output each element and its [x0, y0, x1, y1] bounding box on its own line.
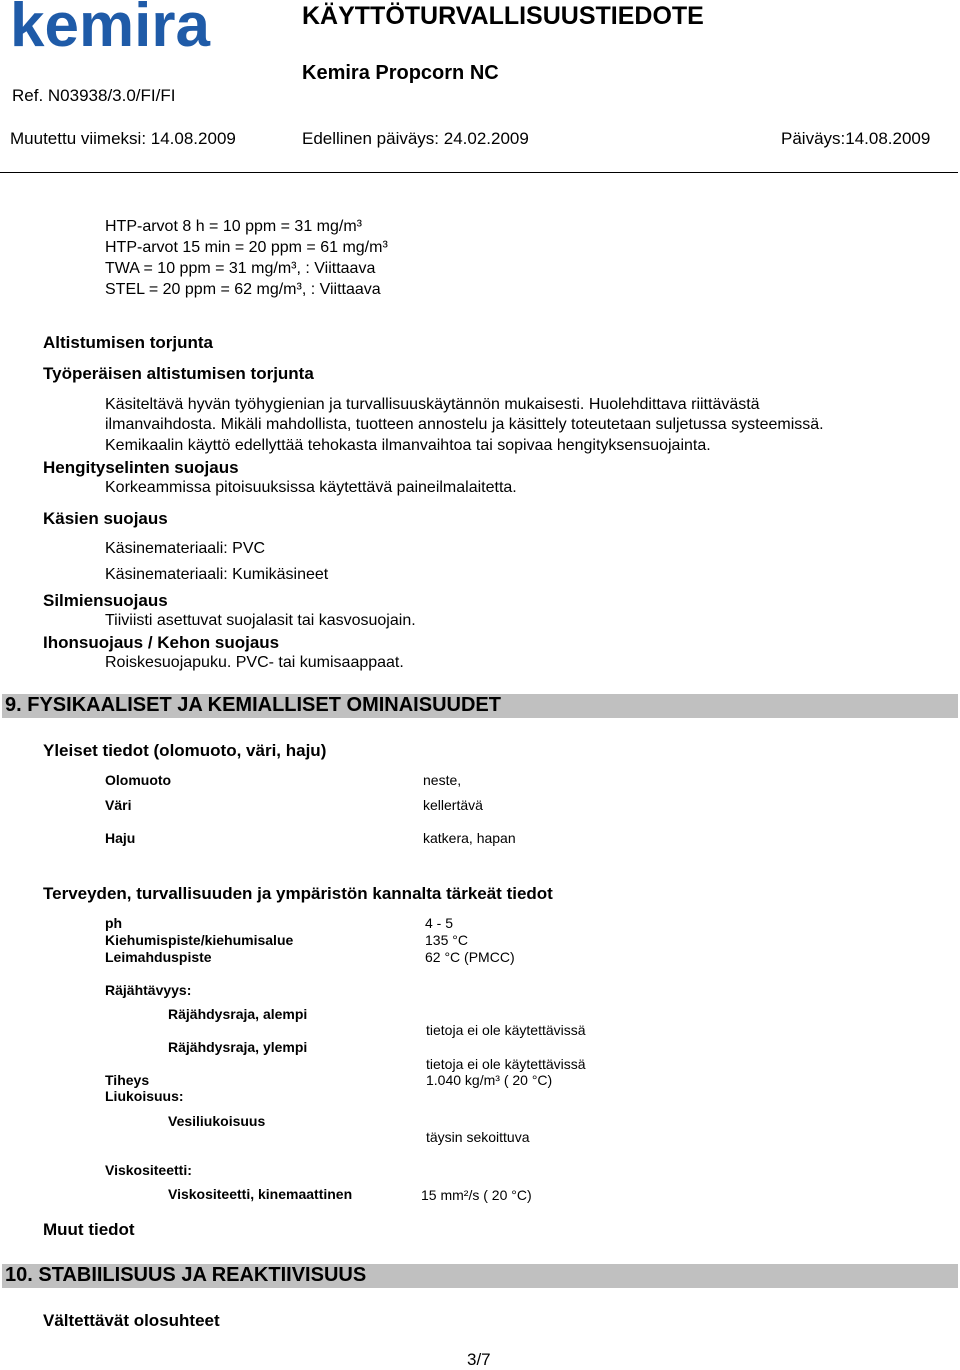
limit-line: HTP-arvot 15 min = 20 ppm = 61 mg/m³	[105, 239, 388, 256]
previous-date: Edellinen päiväys: 24.02.2009	[302, 129, 529, 148]
upper-limit-value: tietoja ei ole käytettävissä	[426, 1056, 586, 1072]
explosivity-label: Räjähtävyys:	[105, 982, 192, 998]
hand-heading: Käsien suojaus	[43, 509, 168, 528]
property-label: Haju	[105, 830, 136, 846]
flash-point-value: 62 °C (PMCC)	[425, 949, 515, 965]
density-value: 1.040 kg/m³ ( 20 °C)	[426, 1072, 553, 1088]
water-solubility-value: täysin sekoittuva	[426, 1129, 530, 1145]
limit-line: HTP-arvot 8 h = 10 ppm = 31 mg/m³	[105, 218, 362, 235]
property-value: katkera, hapan	[423, 830, 516, 846]
reference-number: Ref. N03938/3.0/FI/FI	[12, 86, 176, 105]
ph-label: ph	[105, 915, 123, 931]
density-label: Tiheys	[105, 1072, 150, 1088]
property-label: Väri	[105, 797, 132, 813]
section-10-bar	[2, 1264, 958, 1288]
general-info-heading: Yleiset tiedot (olomuoto, väri, haju)	[43, 741, 327, 760]
ph-value: 4 - 5	[425, 915, 454, 931]
document-title: KÄYTTÖTURVALLISUUSTIEDOTE	[302, 2, 704, 30]
boiling-label: Kiehumispiste/kiehumisalue	[105, 932, 294, 948]
eye-text: Tiiviisti asettuvat suojalasit tai kasvosuojain.	[105, 612, 416, 629]
current-date: Päiväys:14.08.2009	[781, 129, 931, 148]
section-10-title: 10. STABIILISUUS JA REAKTIIVISUUS	[5, 1264, 367, 1286]
viscosity-label: Viskositeetti:	[105, 1162, 192, 1178]
occupational-text-line: Kemikaalin käyttö edellyttää tehokasta ilmanvaihtoa tai sopivaa hengityksensuojainta.	[105, 437, 711, 454]
skin-text: Roiskesuojapuku. PVC- tai kumisaappaat.	[105, 654, 404, 671]
kinematic-viscosity-label: Viskositeetti, kinemaattinen	[168, 1186, 353, 1202]
other-info-heading: Muut tiedot	[43, 1220, 135, 1239]
hand-text-line: Käsinemateriaali: PVC	[105, 540, 266, 557]
skin-heading: Ihonsuojaus / Kehon suojaus	[43, 633, 280, 652]
lower-limit-value: tietoja ei ole käytettävissä	[426, 1022, 586, 1038]
conditions-to-avoid-heading: Vältettävät olosuhteet	[43, 1311, 220, 1330]
hand-text-line: Käsinemateriaali: Kumikäsineet	[105, 566, 329, 583]
kemira-logo-text: kemira	[10, 0, 210, 54]
occupational-text-line: Käsiteltävä hyvän työhygienian ja turvallisuuskäytännön mukaisesti. Huolehdittava riittävästä	[105, 396, 760, 413]
flash-point-label: Leimahduspiste	[105, 949, 212, 965]
property-value: kellertävä	[423, 797, 483, 813]
upper-limit-label: Räjähdysraja, ylempi	[168, 1039, 308, 1055]
section-9-title: 9. FYSIKAALISET JA KEMIALLISET OMINAISUUDET	[5, 694, 501, 716]
page-number: 3/7	[467, 1350, 491, 1369]
section-9-bar	[2, 694, 958, 718]
kemira-logo	[10, 0, 250, 54]
occupational-text-line: ilmanvaihdosta. Mikäli mahdollista, tuotteen annostelu ja käsittely toteutetaan suljetussa systeemissä.	[105, 416, 824, 433]
eye-heading: Silmiensuojaus	[43, 591, 168, 610]
limit-line: STEL = 20 ppm = 62 mg/m³, : Viittaava	[105, 281, 381, 298]
water-solubility-label: Vesiliukoisuus	[168, 1113, 266, 1129]
product-name: Kemira Propcorn NC	[302, 62, 499, 84]
solubility-label: Liukoisuus:	[105, 1088, 184, 1104]
exposure-heading: Altistumisen torjunta	[43, 333, 214, 352]
occupational-heading: Työperäisen altistumisen torjunta	[43, 364, 314, 383]
property-label: Olomuoto	[105, 772, 172, 788]
property-value: neste,	[423, 772, 462, 788]
kinematic-viscosity-value: 15 mm²/s ( 20 °C)	[421, 1187, 532, 1203]
lower-limit-label: Räjähdysraja, alempi	[168, 1006, 308, 1022]
header-divider	[0, 172, 958, 173]
health-info-heading: Terveyden, turvallisuuden ja ympäristön kannalta tärkeät tiedot	[43, 884, 553, 903]
boiling-value: 135 °C	[425, 932, 468, 948]
respiratory-heading: Hengityselinten suojaus	[43, 458, 239, 477]
modified-date: Muutettu viimeksi: 14.08.2009	[10, 129, 236, 148]
respiratory-text: Korkeammissa pitoisuuksissa käytettävä paineilmalaitetta.	[105, 479, 517, 496]
limit-line: TWA = 10 ppm = 31 mg/m³, : Viittaava	[105, 260, 376, 277]
